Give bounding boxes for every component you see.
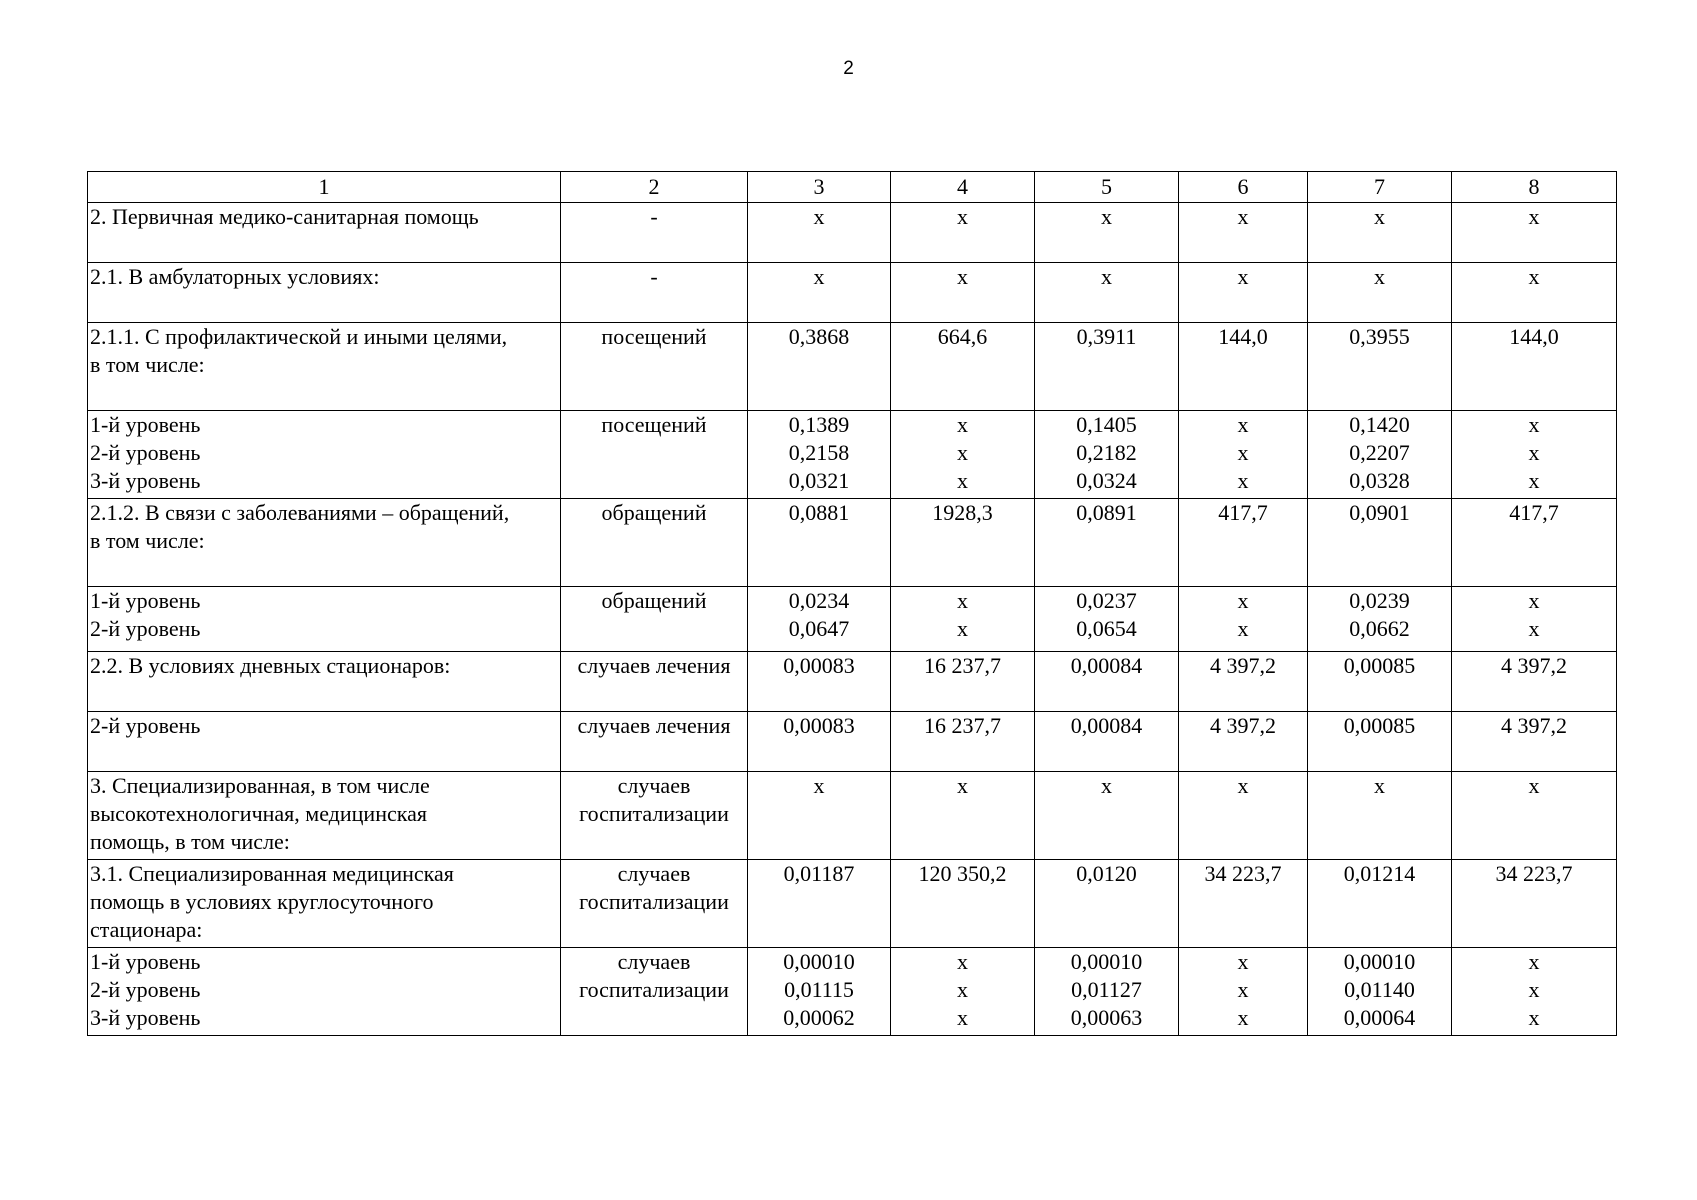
table-row	[88, 263, 1617, 323]
table-cell: x	[1452, 203, 1617, 263]
table-cell: случаев госпитализации	[561, 948, 748, 1036]
table-row	[88, 411, 1617, 499]
table-cell: 0,00010 0,01115 0,00062	[748, 948, 891, 1036]
table-cell: случаев лечения	[561, 712, 748, 772]
table-cell: 0,3911	[1035, 323, 1179, 411]
table-cell: x x	[891, 587, 1035, 652]
table-row	[88, 948, 1617, 1036]
table-cell: x x x	[1179, 948, 1308, 1036]
table-cell: 0,0120	[1035, 860, 1179, 948]
table-cell: 4 397,2	[1179, 652, 1308, 712]
row-name-cell: 2-й уровень	[88, 712, 561, 772]
table-cell: x x	[1179, 587, 1308, 652]
table-cell: -	[561, 203, 748, 263]
table-cell: 0,00083	[748, 712, 891, 772]
row-name-cell: 2.1.2. В связи с заболеваниями – обращений, в том числе:	[88, 499, 561, 587]
table-cell: x	[1035, 263, 1179, 323]
table-cell: x	[1035, 203, 1179, 263]
table-cell: 120 350,2	[891, 860, 1035, 948]
table-cell: обращений	[561, 499, 748, 587]
table-row	[88, 203, 1617, 263]
header-cell: 3	[748, 172, 891, 203]
table-cell: 0,1389 0,2158 0,0321	[748, 411, 891, 499]
table-cell: 417,7	[1179, 499, 1308, 587]
table-cell: 144,0	[1179, 323, 1308, 411]
table-cell: x	[891, 772, 1035, 860]
table-cell: 0,0239 0,0662	[1308, 587, 1452, 652]
table-cell: 0,01187	[748, 860, 891, 948]
header-cell: 4	[891, 172, 1035, 203]
table-cell: x	[891, 263, 1035, 323]
header-cell: 5	[1035, 172, 1179, 203]
table-cell: посещений	[561, 411, 748, 499]
data-table	[87, 171, 1617, 1036]
table-row	[88, 587, 1617, 652]
row-name-cell: 2.1. В амбулаторных условиях:	[88, 263, 561, 323]
table-cell: 34 223,7	[1452, 860, 1617, 948]
table-cell: x x x	[1452, 948, 1617, 1036]
table-cell: 16 237,7	[891, 652, 1035, 712]
page-number: 2	[843, 58, 854, 79]
table-row	[88, 860, 1617, 948]
table-cell: 0,0901	[1308, 499, 1452, 587]
table-cell: 0,00084	[1035, 712, 1179, 772]
table-cell: x	[1179, 772, 1308, 860]
header-cell: 2	[561, 172, 748, 203]
table-row	[88, 323, 1617, 411]
table-row	[88, 652, 1617, 712]
table-cell: 0,00085	[1308, 712, 1452, 772]
row-name-cell: 2.1.1. С профилактической и иными целями, в том числе:	[88, 323, 561, 411]
header-cell: 8	[1452, 172, 1617, 203]
row-name-cell: 3.1. Специализированная медицинская помощь в условиях круглосуточного стационара:	[88, 860, 561, 948]
row-name-cell: 3. Специализированная, в том числе высокотехнологичная, медицинская помощь, в том числе:	[88, 772, 561, 860]
table-cell: 16 237,7	[891, 712, 1035, 772]
row-name-cell: 1-й уровень 2-й уровень 3-й уровень	[88, 411, 561, 499]
table-cell: 4 397,2	[1179, 712, 1308, 772]
row-name-cell: 2. Первичная медико-санитарная помощь	[88, 203, 561, 263]
table-cell: 0,00085	[1308, 652, 1452, 712]
table-cell: x	[1308, 203, 1452, 263]
table-cell: x x	[1452, 587, 1617, 652]
table-cell: x	[891, 203, 1035, 263]
table-cell: 34 223,7	[1179, 860, 1308, 948]
table-cell: 0,1420 0,2207 0,0328	[1308, 411, 1452, 499]
table-cell: x x x	[891, 411, 1035, 499]
table-cell: 0,0234 0,0647	[748, 587, 891, 652]
header-cell: 1	[88, 172, 561, 203]
table-cell: посещений	[561, 323, 748, 411]
table-cell: 0,00084	[1035, 652, 1179, 712]
row-name-cell: 2.2. В условиях дневных стационаров:	[88, 652, 561, 712]
header-cell: 7	[1308, 172, 1452, 203]
table-cell: x	[1452, 772, 1617, 860]
table-cell: x	[748, 203, 891, 263]
table-cell: x	[748, 772, 891, 860]
row-name-cell: 1-й уровень 2-й уровень 3-й уровень	[88, 948, 561, 1036]
header-cell: 6	[1179, 172, 1308, 203]
table-cell: x x x	[1179, 411, 1308, 499]
table-row	[88, 499, 1617, 587]
table-cell: 0,00010 0,01140 0,00064	[1308, 948, 1452, 1036]
table-cell: 0,01214	[1308, 860, 1452, 948]
table-cell: 0,1405 0,2182 0,0324	[1035, 411, 1179, 499]
table-cell: случаев госпитализации	[561, 860, 748, 948]
table-cell: x x x	[1452, 411, 1617, 499]
table-row	[88, 772, 1617, 860]
table-cell: 0,0891	[1035, 499, 1179, 587]
table-cell: 0,3955	[1308, 323, 1452, 411]
table-cell: x	[1179, 203, 1308, 263]
table-header-row	[88, 172, 1617, 203]
table-cell: случаев лечения	[561, 652, 748, 712]
table-cell: 417,7	[1452, 499, 1617, 587]
table-cell: x x x	[891, 948, 1035, 1036]
table-row	[88, 712, 1617, 772]
table-cell: 1928,3	[891, 499, 1035, 587]
table-cell: обращений	[561, 587, 748, 652]
table-cell: 0,0237 0,0654	[1035, 587, 1179, 652]
table-cell: x	[748, 263, 891, 323]
table-cell: 144,0	[1452, 323, 1617, 411]
table-cell: x	[1452, 263, 1617, 323]
table-cell: 0,00010 0,01127 0,00063	[1035, 948, 1179, 1036]
table-cell: x	[1035, 772, 1179, 860]
table-cell: 4 397,2	[1452, 712, 1617, 772]
table-cell: 0,00083	[748, 652, 891, 712]
table-cell: 0,0881	[748, 499, 891, 587]
table-cell: 0,3868	[748, 323, 891, 411]
row-name-cell: 1-й уровень 2-й уровень	[88, 587, 561, 652]
table-cell: -	[561, 263, 748, 323]
table-cell: случаев госпитализации	[561, 772, 748, 860]
table-cell: x	[1308, 263, 1452, 323]
table-cell: 664,6	[891, 323, 1035, 411]
table-cell: x	[1308, 772, 1452, 860]
table-cell: 4 397,2	[1452, 652, 1617, 712]
table-cell: x	[1179, 263, 1308, 323]
